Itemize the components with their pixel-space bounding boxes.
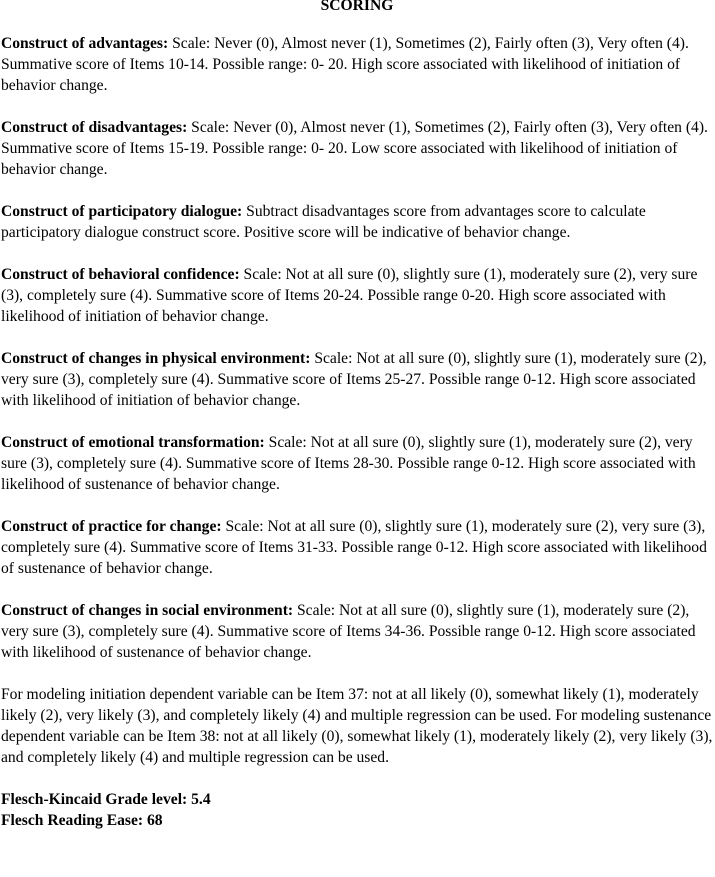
construct-text: Scale: Not at all sure (0), slightly sure (1), moderately sure (2), very sure (3), completely sure (4). Summative score of Items 25-27. Possible range 0-12. High score associated with likelihood of initiation of behavior change. bbox=[1, 350, 707, 409]
construct-heading: Construct of advantages: bbox=[1, 35, 169, 52]
construct-practice-for-change bbox=[1, 516, 713, 579]
grade-level-stat: Flesch-Kincaid Grade level: 5.4 bbox=[1, 791, 211, 808]
construct-participatory-dialogue bbox=[1, 201, 713, 243]
construct-text: Scale: Not at all sure (0), slightly sure (1), moderately sure (2), very sure (3), completely sure (4). Summative score of Items 20-24. Possible range 0-20. High score associated with likelihood of initiation of behavior change. bbox=[1, 266, 698, 325]
reading-ease-stat: Flesch Reading Ease: 68 bbox=[1, 812, 163, 829]
construct-text: Scale: Not at all sure (0), slightly sure (1), moderately sure (2), very sure (3), completely sure (4). Summative score of Items 28-30. Possible range 0-12. High score associated with likelihood of sustenance of behavior change. bbox=[1, 434, 696, 493]
construct-text: Subtract disadvantages score from advantages score to calculate participatory dialogue construct score. Positive score will be indicative of behavior change. bbox=[1, 203, 646, 241]
construct-heading: Construct of changes in social environment: bbox=[1, 602, 294, 619]
construct-behavioral-confidence bbox=[1, 264, 713, 327]
modeling-paragraph: For modeling initiation dependent variable can be Item 37: not at all likely (0), somewhat likely (1), moderately likely (2), very likely (3), and completely likely (4) and multiple regression can be used. For modeling sustenance dependent variable can be Item 38: not at all likely (0), somewhat likely (1), moderately likely (2), very likely (3), and completely likely (4) and multiple regression can be used. bbox=[1, 686, 713, 766]
construct-heading: Construct of changes in physical environment: bbox=[1, 350, 311, 367]
construct-text: Scale: Never (0), Almost never (1), Sometimes (2), Fairly often (3), Very often (4). Summative score of Items 10-14. Possible range: 0- 20. High score associated with likelihood of initiation of behavior change. bbox=[1, 35, 689, 94]
construct-disadvantages bbox=[1, 117, 713, 180]
section-title: SCORING bbox=[320, 0, 394, 14]
construct-heading: Construct of practice for change: bbox=[1, 518, 222, 535]
construct-text: Scale: Never (0), Almost never (1), Sometimes (2), Fairly often (3), Very often (4). Summative score of Items 15-19. Possible range: 0- 20. Low score associated with likelihood of initiation of behavior change. bbox=[1, 119, 708, 178]
construct-heading: Construct of emotional transformation: bbox=[1, 434, 265, 451]
construct-social-environment bbox=[1, 600, 713, 663]
construct-text: Scale: Not at all sure (0), slightly sure (1), moderately sure (2), very sure (3), completely sure (4). Summative score of Items 34-36. Possible range 0-12. High score associated with likelihood of sustenance of behavior change. bbox=[1, 602, 696, 661]
document-page bbox=[1, 0, 713, 831]
construct-text: Scale: Not at all sure (0), slightly sure (1), moderately sure (2), very sure (3), completely sure (4). Summative score of Items 31-33. Possible range 0-12. High score associated with likelihood of sustenance of behavior change. bbox=[1, 518, 707, 577]
construct-physical-environment bbox=[1, 348, 713, 411]
construct-heading: Construct of behavioral confidence: bbox=[1, 266, 240, 283]
construct-emotional-transformation bbox=[1, 432, 713, 495]
construct-advantages bbox=[1, 33, 713, 96]
construct-heading: Construct of participatory dialogue: bbox=[1, 203, 243, 220]
construct-heading: Construct of disadvantages: bbox=[1, 119, 188, 136]
